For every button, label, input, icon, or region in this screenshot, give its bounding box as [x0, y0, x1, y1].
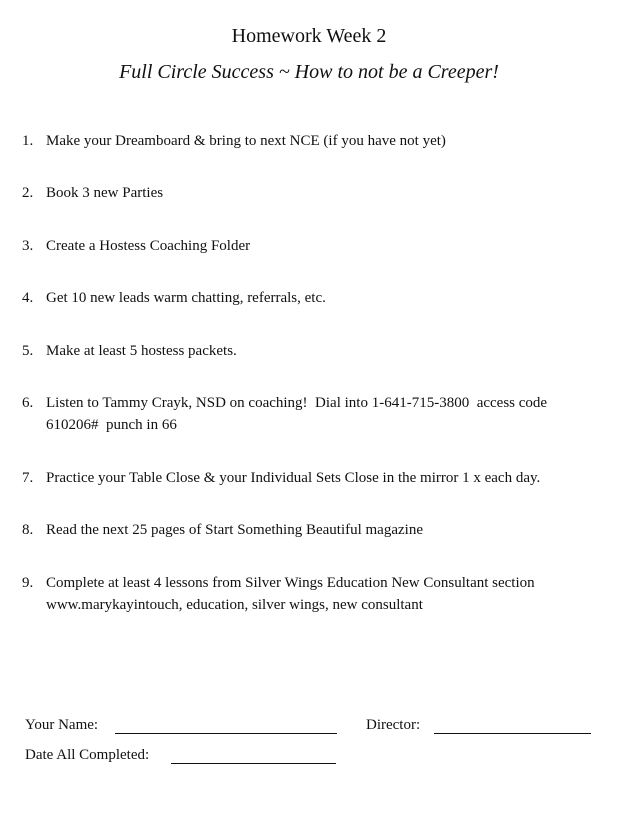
item-text: [46, 287, 612, 309]
date-completed-label: Date All Completed:: [25, 747, 150, 763]
item-line: Book 3 new Parties: [46, 185, 164, 201]
item-text: [46, 182, 612, 204]
item-text: [46, 572, 612, 616]
item-line: www.marykayintouch, education, silver wings, new consultant: [46, 597, 423, 613]
item-text: [46, 340, 612, 362]
document-title: Homework Week 2: [231, 25, 387, 47]
item-number: 9.: [22, 575, 34, 591]
item-line: Create a Hostess Coaching Folder: [46, 238, 251, 254]
item-line: Read the next 25 pages of Start Something Beautiful magazine: [46, 522, 423, 538]
item-number: 1.: [22, 133, 34, 149]
item-line: 610206# punch in 66: [46, 417, 177, 433]
item-line: Practice your Table Close & your Individual Sets Close in the mirror 1 x each day.: [46, 470, 541, 486]
item-number: 5.: [22, 343, 34, 359]
list-item: [22, 182, 612, 204]
list-item: [22, 130, 612, 152]
item-number: 3.: [22, 238, 34, 254]
list-item: [22, 235, 612, 257]
item-number: 4.: [22, 290, 34, 306]
item-line: Make at least 5 hostess packets.: [46, 343, 237, 359]
list-item: [22, 519, 612, 541]
your-name-field[interactable]: [115, 733, 337, 734]
director-label: Director:: [366, 717, 421, 733]
list-item: [22, 572, 612, 616]
item-line: Complete at least 4 lessons from Silver Wings Education New Consultant section: [46, 575, 535, 591]
list-item: [22, 287, 612, 309]
list-item: [22, 392, 612, 436]
item-number: 8.: [22, 522, 34, 538]
director-field[interactable]: [434, 733, 591, 734]
item-number: 6.: [22, 395, 34, 411]
date-completed-field[interactable]: [171, 763, 336, 764]
document-subtitle: Full Circle Success ~ How to not be a Creeper!: [119, 61, 499, 83]
item-number: 2.: [22, 185, 34, 201]
item-line: Get 10 new leads warm chatting, referrals, etc.: [46, 290, 326, 306]
item-line: Listen to Tammy Crayk, NSD on coaching! Dial into 1-641-715-3800 access code: [46, 395, 548, 411]
item-text: [46, 130, 612, 152]
your-name-label: Your Name:: [25, 717, 99, 733]
item-number: 7.: [22, 470, 34, 486]
item-line: Make your Dreamboard & bring to next NCE (if you have not yet): [46, 133, 446, 149]
item-text: [46, 467, 612, 489]
item-text: [46, 519, 612, 541]
list-item: [22, 340, 612, 362]
item-text: [46, 392, 612, 436]
item-text: [46, 235, 612, 257]
list-item: [22, 467, 612, 489]
